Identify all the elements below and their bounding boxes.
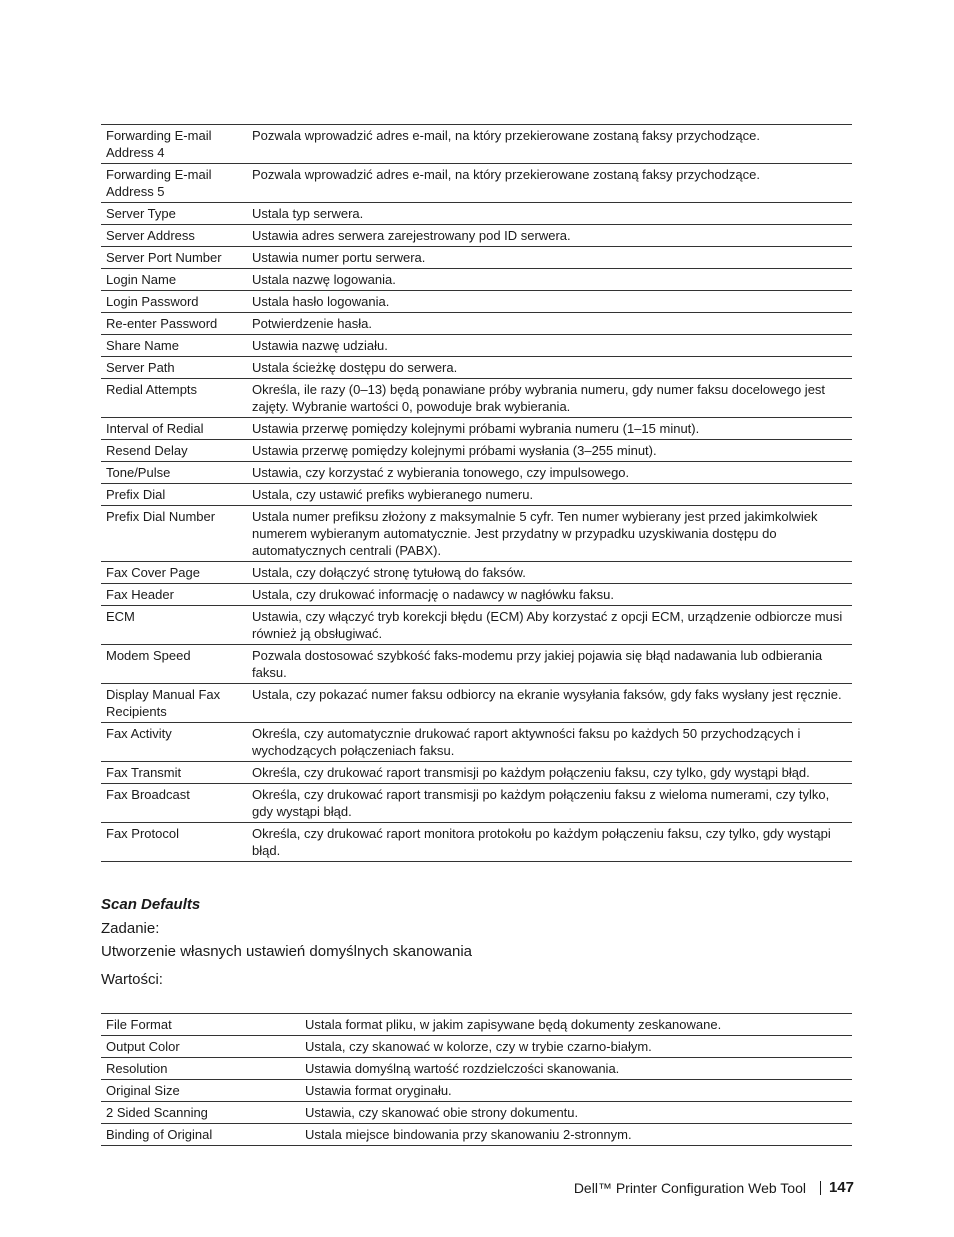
setting-description: Ustala miejsce bindowania przy skanowaniu 2-stronnym. [300,1124,852,1146]
table-row [101,313,852,335]
table-row [101,164,852,203]
setting-description: Pozwala dostosować szybkość faks-modemu przy jakiej pojawia się błąd nadawania lub odbierania faksu. [247,645,852,684]
purpose-label: Zadanie: [101,920,160,937]
setting-name: Interval of Redial [101,418,247,440]
setting-name: Fax Transmit [101,762,247,784]
table-row [101,484,852,506]
setting-name: Prefix Dial [101,484,247,506]
setting-description: Ustala, czy dołączyć stronę tytułową do faksów. [247,562,852,584]
setting-description: Ustala ścieżkę dostępu do serwera. [247,357,852,379]
setting-name: ECM [101,606,247,645]
setting-name: Server Type [101,203,247,225]
setting-description: Ustawia, czy korzystać z wybierania tonowego, czy impulsowego. [247,462,852,484]
setting-name: 2 Sided Scanning [101,1102,300,1124]
setting-name: File Format [101,1014,300,1036]
table-row [101,784,852,823]
setting-name: Share Name [101,335,247,357]
setting-description: Ustala, czy skanować w kolorze, czy w trybie czarno-białym. [300,1036,852,1058]
setting-name: Re-enter Password [101,313,247,335]
table-row [101,357,852,379]
table-row [101,584,852,606]
setting-name: Forwarding E-mail Address 4 [101,125,247,164]
table-row [101,723,852,762]
table-row [101,269,852,291]
setting-name: Original Size [101,1080,300,1102]
setting-description: Ustawia numer portu serwera. [247,247,852,269]
setting-name: Forwarding E-mail Address 5 [101,164,247,203]
setting-description: Pozwala wprowadzić adres e-mail, na który przekierowane zostaną faksy przychodzące. [247,125,852,164]
setting-description: Ustala numer prefiksu złożony z maksymalnie 5 cyfr. Ten numer wybierany jest przed jakimkolwiek numerem wybieranym automatycznie. Jest przydatny w przypadku uzyskiwania dostępu do automatycznych centrali (PABX). [247,506,852,562]
setting-name: Login Name [101,269,247,291]
setting-description: Ustala, czy drukować informację o nadawcy w nagłówku faksu. [247,584,852,606]
setting-description: Ustawia nazwę udziału. [247,335,852,357]
table-row [101,762,852,784]
setting-description: Określa, czy drukować raport transmisji po każdym połączeniu faksu, czy tylko, gdy wystąpi błąd. [247,762,852,784]
table-row [101,335,852,357]
setting-description: Określa, czy drukować raport monitora protokołu po każdym połączeniu faksu, czy tylko, gdy wystąpi błąd. [247,823,852,862]
setting-description: Ustala hasło logowania. [247,291,852,313]
setting-name: Fax Header [101,584,247,606]
table-row [101,440,852,462]
fax-settings-table [101,124,852,862]
setting-name: Prefix Dial Number [101,506,247,562]
setting-description: Ustawia przerwę pomiędzy kolejnymi próbami wybrania numeru (1–15 minut). [247,418,852,440]
section-title: Scan Defaults [101,896,201,913]
setting-description: Potwierdzenie hasła. [247,313,852,335]
setting-name: Display Manual Fax Recipients [101,684,247,723]
setting-name: Resolution [101,1058,300,1080]
purpose-text: Utworzenie własnych ustawień domyślnych skanowania [101,943,473,960]
setting-description: Określa, czy drukować raport transmisji po każdym połączeniu faksu z wieloma numerami, czy tylko, gdy wystąpi błąd. [247,784,852,823]
setting-description: Ustawia format oryginału. [300,1080,852,1102]
table-row [101,462,852,484]
setting-description: Ustawia przerwę pomiędzy kolejnymi próbami wysłania (3–255 minut). [247,440,852,462]
setting-name: Redial Attempts [101,379,247,418]
footer-title: Dell™ Printer Configuration Web Tool [573,1179,806,1196]
setting-name: Modem Speed [101,645,247,684]
scan-settings-table [101,1013,852,1146]
page-number: 147 [828,1179,854,1196]
table-row [101,291,852,313]
setting-name: Output Color [101,1036,300,1058]
setting-name: Fax Broadcast [101,784,247,823]
setting-name: Resend Delay [101,440,247,462]
setting-description: Ustawia, czy włączyć tryb korekcji błędu (ECM) Aby korzystać z opcji ECM, urządzenie odbiorcze musi również ją obsługiwać. [247,606,852,645]
table-row [101,684,852,723]
table-row [101,1014,852,1036]
setting-description: Ustawia adres serwera zarejestrowany pod ID serwera. [247,225,852,247]
setting-description: Pozwala wprowadzić adres e-mail, na który przekierowane zostaną faksy przychodzące. [247,164,852,203]
table-row [101,606,852,645]
setting-description: Ustala nazwę logowania. [247,269,852,291]
setting-description: Ustala typ serwera. [247,203,852,225]
table-row [101,418,852,440]
setting-description: Określa, czy automatycznie drukować raport aktywności faksu po każdych 50 przychodzących i wychodzących połączeniach faksu. [247,723,852,762]
setting-description: Określa, ile razy (0–13) będą ponawiane próby wybrania numeru, gdy numer faksu docelowego jest zajęty. Wybranie wartości 0, powoduje brak wybierania. [247,379,852,418]
setting-name: Fax Protocol [101,823,247,862]
table-row [101,823,852,862]
page-footer [574,1179,854,1196]
table-row [101,1102,852,1124]
footer-divider [820,1181,821,1195]
values-label: Wartości: [101,971,163,988]
table-row [101,379,852,418]
table-row [101,203,852,225]
table-row [101,562,852,584]
setting-description: Ustala, czy pokazać numer faksu odbiorcy na ekranie wysyłania faksów, gdy faks wysłany jest ręcznie. [247,684,852,723]
setting-description: Ustala, czy ustawić prefiks wybieranego numeru. [247,484,852,506]
setting-name: Login Password [101,291,247,313]
setting-name: Tone/Pulse [101,462,247,484]
setting-name: Server Address [101,225,247,247]
setting-name: Server Port Number [101,247,247,269]
setting-description: Ustala format pliku, w jakim zapisywane będą dokumenty zeskanowane. [300,1014,852,1036]
table-row [101,125,852,164]
setting-name: Binding of Original [101,1124,300,1146]
table-row [101,225,852,247]
table-row [101,247,852,269]
table-row [101,1036,852,1058]
setting-name: Server Path [101,357,247,379]
setting-name: Fax Cover Page [101,562,247,584]
setting-description: Ustawia, czy skanować obie strony dokumentu. [300,1102,852,1124]
table-row [101,506,852,562]
setting-description: Ustawia domyślną wartość rozdzielczości skanowania. [300,1058,852,1080]
table-row [101,1080,852,1102]
table-row [101,1124,852,1146]
table-row [101,1058,852,1080]
setting-name: Fax Activity [101,723,247,762]
table-row [101,645,852,684]
